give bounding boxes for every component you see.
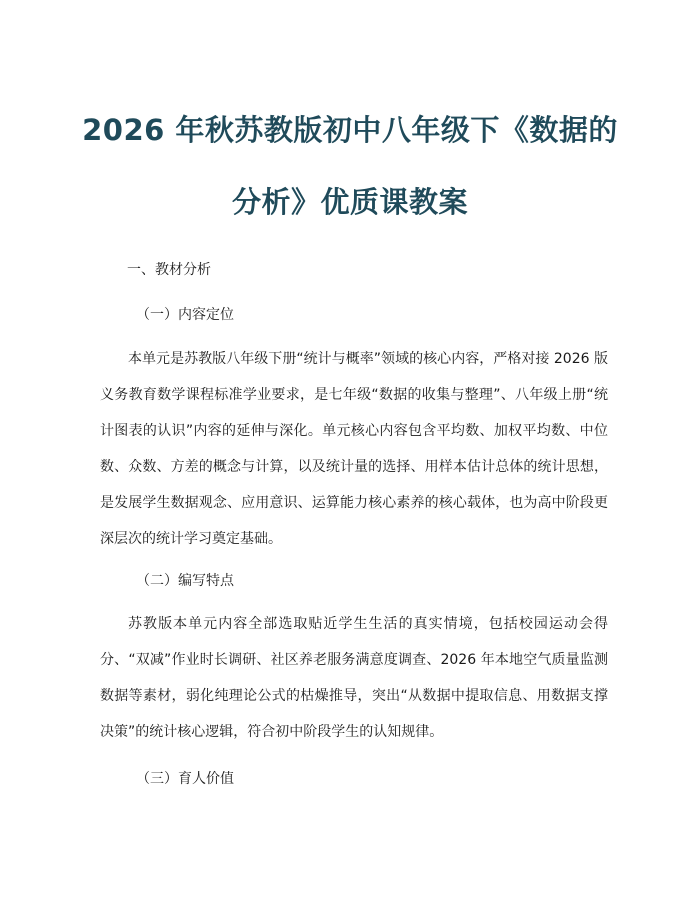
section-heading-textbook-analysis: 一、教材分析 <box>127 262 211 278</box>
paragraph-content-positioning: 本单元是苏教版八年级下册“统计与概率”领域的核心内容，严格对接 2026 版义务教育数学课程标准学业要求，是七年级“数据的收集与整理”、八年级上册“统计图表的认识”内容的延伸与深化。单元核心内容包含平均数、加权平均数、中位数、众数、方差的概念与计算，以及统计量的选择、用样本估计总体的统计思想，是发展学生数据观念、应用意识、运算能力核心素养的核心载体，也为高中阶段更深层次的统计学习奠定基础。 <box>100 351 608 547</box>
subsection-heading-content-positioning: （一）内容定位 <box>136 307 234 323</box>
paragraph-compilation-features: 苏教版本单元内容全部选取贴近学生生活的真实情境，包括校园运动会得分、“双减”作业时长调研、社区养老服务满意度调查、2026 年本地空气质量监测数据等素材，弱化纯理论公式的枯燥推导，突出“从数据中提取信息、用数据支撑决策”的统计核心逻辑，符合初中阶段学生的认知规律。 <box>100 616 608 740</box>
subsection-heading-compilation-features: （二）编写特点 <box>136 573 234 589</box>
subsection-heading-educational-value: （三）育人价值 <box>136 771 234 787</box>
document-title-line-2: 分析》优质课教案 <box>231 185 468 219</box>
document-title-line-1: 2026 年秋苏教版初中八年级下《数据的 <box>82 113 618 147</box>
